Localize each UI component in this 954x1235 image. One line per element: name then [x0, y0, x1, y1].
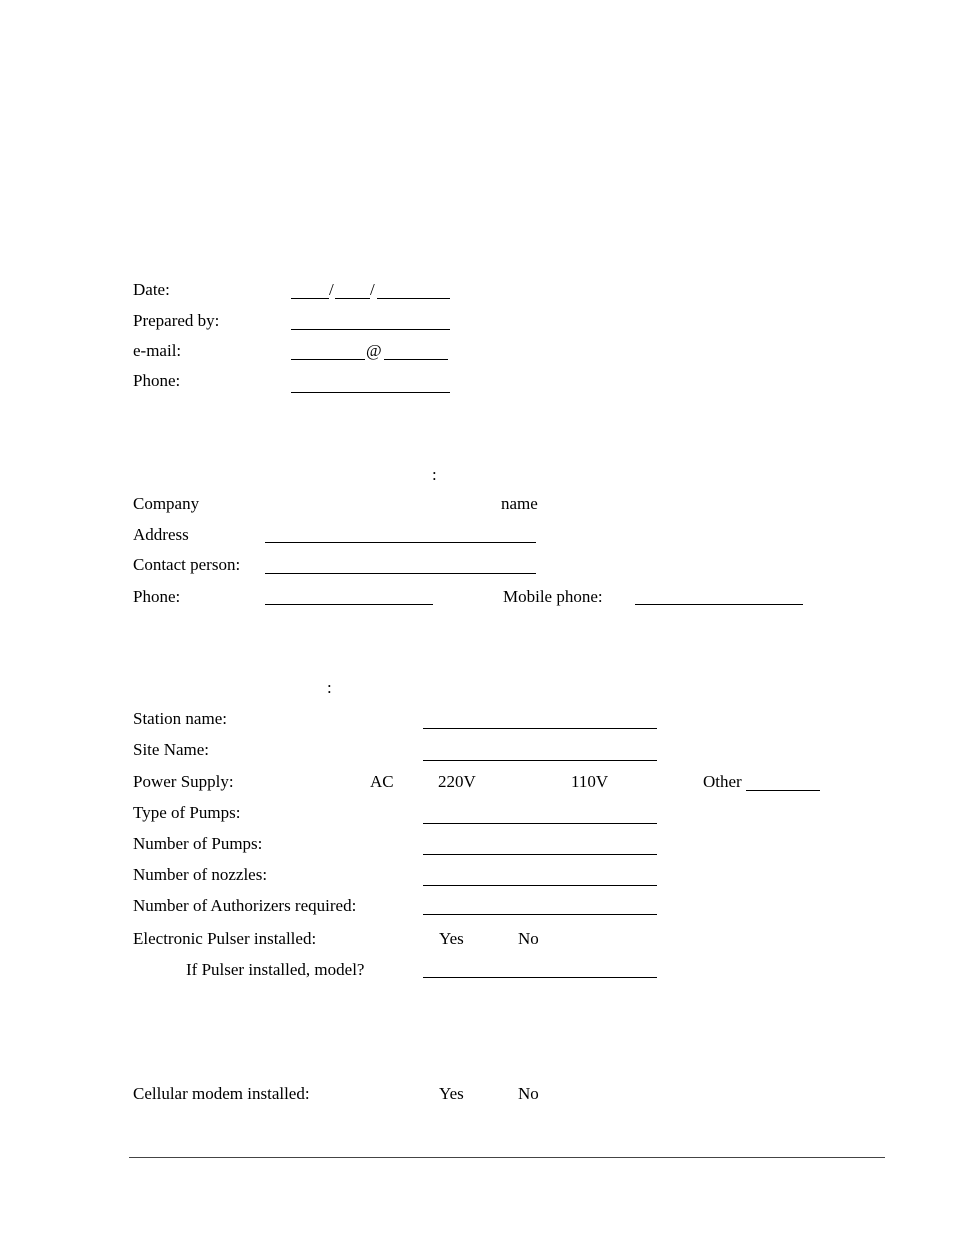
address-label: Address [133, 525, 189, 544]
pulser-yes-option[interactable]: Yes [439, 929, 464, 948]
date-month-field[interactable] [291, 298, 329, 299]
modem-yes-option[interactable]: Yes [439, 1084, 464, 1103]
pump-type-field[interactable] [423, 823, 657, 824]
pulser-model-field[interactable] [423, 977, 657, 978]
power-other-option[interactable]: Other [703, 772, 742, 791]
site-name-label: Site Name: [133, 740, 210, 759]
power-supply-label: Power Supply: [133, 772, 234, 791]
phone-label: Phone: [133, 371, 181, 390]
pulser-no-option[interactable]: No [518, 929, 539, 948]
modem-installed-label: Cellular modem installed: [133, 1084, 310, 1103]
pump-count-field[interactable] [423, 854, 657, 855]
power-110v-option[interactable]: 110V [571, 772, 609, 791]
station-name-field[interactable] [423, 728, 657, 729]
company-label: Company [133, 494, 200, 513]
mobile-phone-label: Mobile phone: [503, 587, 603, 606]
authorizers-label: Number of Authorizers required: [133, 896, 357, 915]
email-at-sign: @ [366, 341, 382, 360]
power-ac-option[interactable]: AC [370, 772, 394, 791]
phone-field[interactable] [291, 392, 450, 393]
nozzle-count-field[interactable] [423, 885, 657, 886]
power-other-field[interactable] [746, 790, 820, 791]
mobile-phone-field[interactable] [635, 604, 803, 605]
section-colon: : [432, 465, 437, 484]
contact-person-label: Contact person: [133, 555, 241, 574]
footer-divider [129, 1157, 885, 1158]
prepared-by-field[interactable] [291, 329, 450, 330]
customer-phone-field[interactable] [265, 604, 433, 605]
contact-person-field[interactable] [265, 573, 536, 574]
email-domain-field[interactable] [384, 359, 448, 360]
section-colon: : [327, 678, 332, 697]
email-user-field[interactable] [291, 359, 365, 360]
date-year-field[interactable] [377, 298, 450, 299]
company-name-label: name [501, 494, 538, 513]
pulser-installed-label: Electronic Pulser installed: [133, 929, 317, 948]
date-label: Date: [133, 280, 170, 299]
site-name-field[interactable] [423, 760, 657, 761]
email-label: e-mail: [133, 341, 182, 360]
date-separator: / [370, 280, 375, 299]
prepared-by-label: Prepared by: [133, 311, 220, 330]
nozzle-count-label: Number of nozzles: [133, 865, 268, 884]
date-day-field[interactable] [335, 298, 370, 299]
station-name-label: Station name: [133, 709, 227, 728]
date-separator: / [329, 280, 334, 299]
authorizers-field[interactable] [423, 914, 657, 915]
customer-phone-label: Phone: [133, 587, 181, 606]
pump-count-label: Number of Pumps: [133, 834, 263, 853]
power-220v-option[interactable]: 220V [438, 772, 476, 791]
modem-no-option[interactable]: No [518, 1084, 539, 1103]
pump-type-label: Type of Pumps: [133, 803, 241, 822]
address-field[interactable] [265, 542, 536, 543]
pulser-model-label: If Pulser installed, model? [186, 960, 365, 979]
